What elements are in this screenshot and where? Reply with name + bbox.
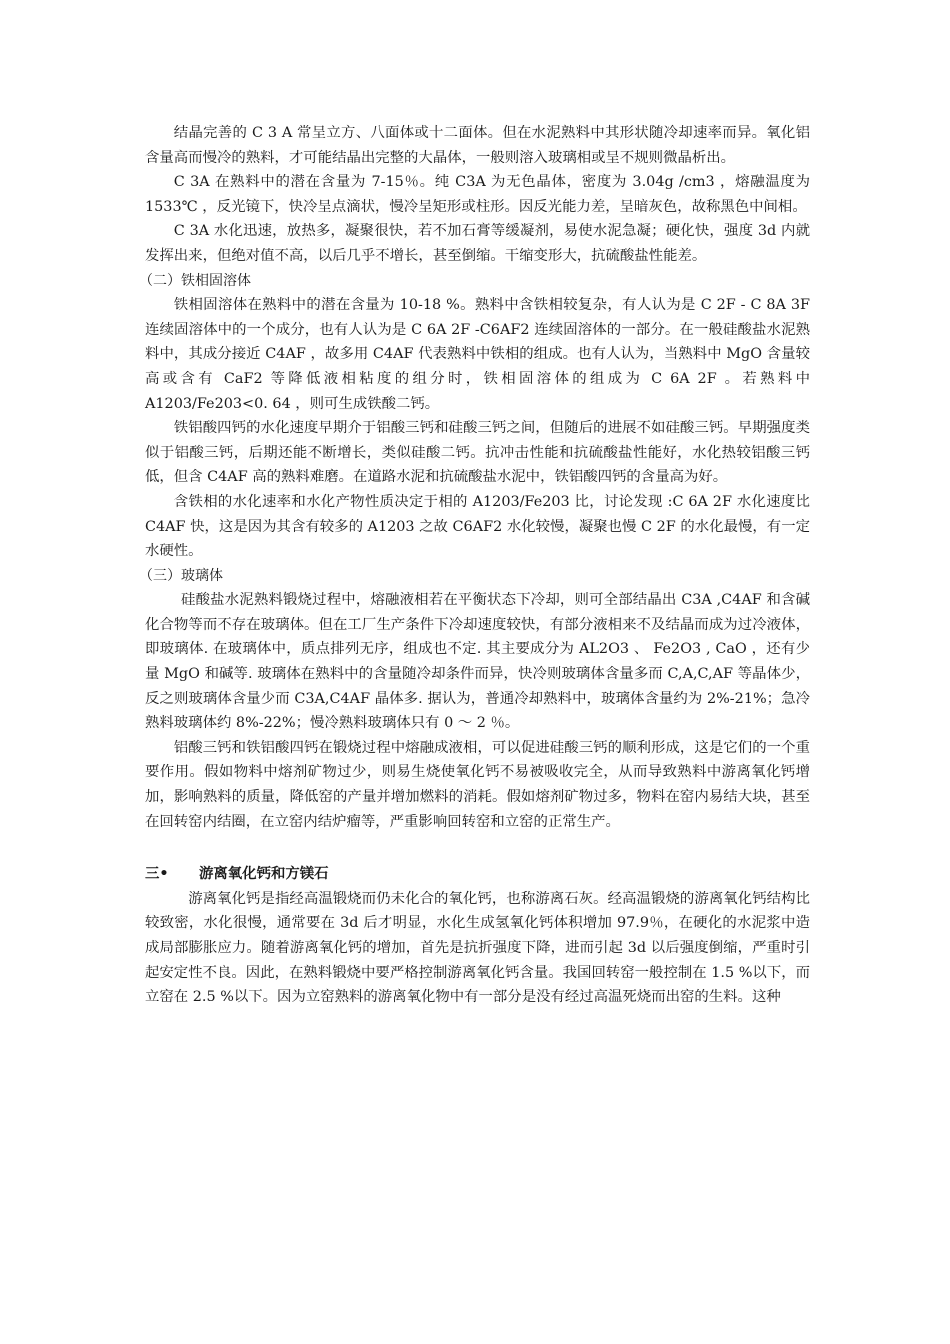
heading-iron-phase: （二）铁相固溶体 [139, 272, 251, 289]
section-title: 游离氧化钙和方镁石 [199, 866, 329, 883]
paragraph-free-lime: 游离氧化钙是指经高温锻烧而仍未化合的氧化钙，也称游离石灰。经高温锻烧的游离氧化钙结构比较致密，水化很慢，通常要在 3d 后才明显，水化生成氢氧化钙体积增加 97.9％，在硬化的水泥浆中造成局部膨胀应力。随着游离氧化钙的增加，首先是抗折强度下降，进而引起 3d 以后强度倒缩，严重时引起安定性不良。因此，在熟料锻烧中要严格控制游离氧化钙含量。我国回转窑一般控制在 1.5 %以下，而立窑在 2.5 %以下。因为立窑熟料的游离氧化物中有一部分是没有经过高温死烧而出窑的生料。这种 [145, 890, 810, 1006]
section-heading-free-lime [145, 862, 810, 887]
paragraph-iron-content: 铁相固溶体在熟料中的潜在含量为 10-18 %。熟料中含铁相较复杂，有人认为是 C 2F - C 8A 3F 连续固溶体中的一个成分，也有人认为是 C 6A 2F -C6AF2 连续固溶体的一部分。在一般硅酸盐水泥熟料中，其成分接近 C4AF ，故多用 C4AF 代表熟料中铁相的组成。也有人认为，当熟料中 MgO 含量较高或含有 CaF2 等降低液相粘度的组分时，铁相固溶体的组成为 C 6A 2F 。若熟料中 A1203/Fe203<0. 64 ，则可生成铁酸二钙。 [145, 297, 810, 412]
paragraph-c3a-crystal: 结晶完善的 C 3 A 常呈立方、八面体或十二面体。但在水泥熟料中其形状随冷却速率而异。氧化铝含量高而慢冷的熟料，才可能结晶出完整的大晶体，一般则溶入玻璃相或呈不规则微晶析出。 [145, 125, 810, 166]
paragraph-flux-minerals: 铝酸三钙和铁铝酸四钙在锻烧过程中熔融成液相，可以促进硅酸三钙的顺利形成，这是它们的一个重要作用。假如物料中熔剂矿物过少，则易生烧使氧化钙不易被吸收完全，从而导致熟料中游离氧化钙增加，影响熟料的质量，降低窑的产量并增加燃料的消耗。假如熔剂矿物过多，物料在窑内易结大块，甚至在回转窑内结圈，在立窑内结炉瘤等，严重影响回转窑和立窑的正常生产。 [145, 739, 810, 830]
paragraph-c3a-hydration: C 3A 水化迅速，放热多，凝聚很快，若不加石膏等缓凝剂，易使水泥急凝；硬化快，强度 3d 内就发挥出来，但绝对值不高，以后几乎不增长，甚至倒缩。干缩变形大，抗硫酸盐性能差。 [145, 223, 810, 264]
paragraph-glass-body: 硅酸盐水泥熟料锻烧过程中，熔融液相若在平衡状态下冷却，则可全部结晶出 C3A ,C4AF 和含碱化合物等而不存在玻璃体。但在工厂生产条件下冷却速度较快，有部分液相来不及结晶而成为过冷液体，即玻璃体. 在玻璃体中，质点排列无序，组成也不定. 其主要成分为 AL2O3 、 Fe2O3 , CaO ，还有少量 MgO 和碱等. 玻璃体在熟料中的含量随冷却条件而异，快冷则玻璃体含量多而 C,A,C,AF 等晶体少，反之则玻璃体含量少而 C3A,C4AF 晶体多. 据认为，普通冷却熟料中，玻璃体含量约为 2%-21%；急冷熟料玻璃体约 8%-22%；慢冷熟料玻璃体只有 0 ～ 2 ％。 [145, 592, 810, 732]
paragraph-iron-ratio: 含铁相的水化速率和水化产物性质决定于相的 A1203/Fe203 比，讨论发现 :C 6A 2F 水化速度比 C4AF 快，这是因为其含有较多的 A1203 之故 C6AF2 水化较慢，凝聚也慢 C 2F 的水化最慢，有一定水硬性。 [145, 493, 810, 560]
section-number: 三• [145, 866, 169, 883]
paragraph-c3a-content: C 3A 在熟料中的潜在含量为 7-15％。纯 C3A 为无色晶体，密度为 3.04g /cm3 ，熔融温度为 1533℃ ，反光镜下，快冷呈点滴状，慢冷呈矩形或柱形。因反光能力差，呈暗灰色，故称黑色中间相。 [145, 174, 810, 215]
paragraph-iron-hydration: 铁铝酸四钙的水化速度早期介于铝酸三钙和硅酸三钙之间，但随后的进展不如硅酸三钙。早期强度类似于铝酸三钙，后期还能不断增长，类似硅酸二钙。抗冲击性能和抗硫酸盐性能好，水化热较铝酸三钙低，但含 C4AF 高的熟料难磨。在道路水泥和抗硫酸盐水泥中，铁铝酸四钙的含量高为好。 [145, 420, 810, 486]
heading-glass-phase: （三）玻璃体 [139, 567, 223, 584]
document-page [139, 121, 810, 1010]
